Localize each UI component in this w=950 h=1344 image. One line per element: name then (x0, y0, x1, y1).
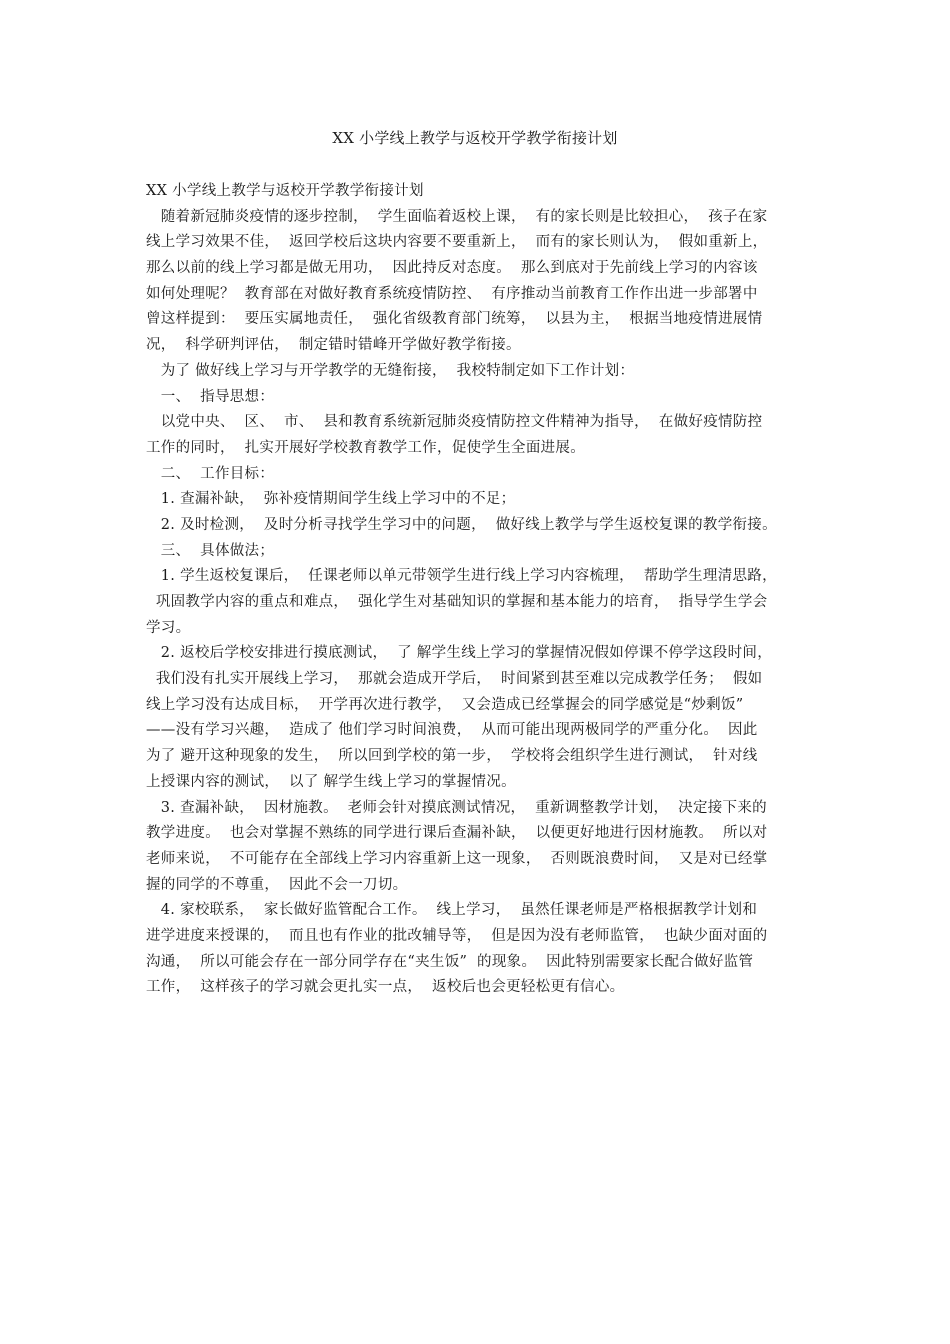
text-line: 上授课内容的测试， 以了 解学生线上学习的掌握情况。 (146, 773, 516, 790)
text-line: 老师来说， 不可能存在全部线上学习内容重新上这一现象， 否则既浪费时间， 又是对已经掌 (146, 850, 768, 867)
text-line: 以党中央、 区、 市、 县和教育系统新冠肺炎疫情防控文件精神为指导， 在做好疫情防控 (146, 414, 763, 431)
list-item: 2. 及时检测， 及时分析寻找学生学习中的问题， 做好线上教学与学生返校复课的教学衔接。 (146, 516, 777, 533)
document-title: XX 小学线上教学与返校开学教学衔接计划 (332, 129, 618, 147)
section-heading: 一、 指导思想： (146, 388, 275, 405)
list-item: 1. 查漏补缺， 弥补疫情期间学生线上学习中的不足； (146, 491, 516, 508)
text-line: 进学进度来授课的， 而且也有作业的批改辅导等， 但是因为没有老师监管， 也缺少面对面的 (146, 927, 768, 944)
text-line: 况， 科学研判评估， 制定错时错峰开学做好教学衔接。 (146, 337, 521, 354)
text-line: 工作的同时， 扎实开展好学校教育教学工作，促使学生全面进展。 (146, 439, 586, 456)
section-heading: 三、 具体做法； (146, 542, 275, 559)
text-line: 学习。 (146, 619, 191, 636)
text-line: 沟通， 所以可能会存在一部分同学存在“夹生饭” 的现象。 因此特别需要家长配合做好监管 (146, 953, 754, 970)
list-item: 3. 查漏补缺， 因材施教。 老师会针对摸底测试情况， 重新调整教学计划， 决定接下来的 (146, 799, 767, 816)
document-body (146, 179, 826, 1001)
text-line: 线上学习效果不佳， 返回学校后这块内容要不要重新上， 而有的家长则认为， 假如重新上， (146, 234, 768, 251)
text-line: 随着新冠肺炎疫情的逐步控制， 学生面临着返校上课， 有的家长则是比较担心， 孩子在家 (146, 208, 768, 225)
text-line: ——没有学习兴趣， 造成了 他们学习时间浪费， 从而可能出现两极同学的严重分化。 因此 (146, 722, 758, 739)
section-heading: 二、 工作目标： (146, 465, 275, 482)
list-item: 4. 家校联系， 家长做好监管配合工作。 线上学习， 虽然任课老师是严格根据教学计划和 (146, 902, 758, 919)
text-line: 为了 做好线上学习与开学教学的无缝衔接， 我校特制定如下工作计划： (146, 362, 635, 379)
text-line: 那么以前的线上学习都是做无用功， 因此持反对态度。 那么到底对于先前线上学习的内容该 (146, 260, 758, 277)
text-line: 曾这样提到： 要压实属地责任， 强化省级教育部门统筹， 以县为主， 根据当地疫情进展情 (146, 311, 763, 328)
list-item: 1. 学生返校复课后， 任课老师以单元带领学生进行线上学习内容梳理， 帮助学生理清思路， (146, 568, 777, 585)
text-line: 为了 避开这种现象的发生， 所以回到学校的第一步， 学校将会组织学生进行测试， 针对线 (146, 748, 758, 765)
body-heading: XX 小学线上教学与返校开学教学衔接计划 (146, 183, 424, 199)
list-item: 2. 返校后学校安排进行摸底测试， 了 解学生线上学习的掌握情况假如停课不停学这段时间， (146, 645, 772, 662)
text-line: 教学进度。 也会对掌握不熟练的同学进行课后查漏补缺， 以便更好地进行因材施教。 所以对 (146, 825, 768, 842)
text-line: 工作， 这样孩子的学习就会更扎实一点， 返校后也会更轻松更有信心。 (146, 979, 625, 996)
text-line: 握的同学的不尊重， 因此不会一刀切。 (146, 876, 408, 893)
text-line: 线上学习没有达成目标， 开学再次进行教学， 又会造成已经掌握会的同学感觉是“炒剩饭” (146, 696, 744, 713)
text-line: 巩固教学内容的重点和难点， 强化学生对基础知识的掌握和基本能力的培育， 指导学生学会 (146, 594, 768, 610)
text-line: 我们没有扎实开展线上学习， 那就会造成开学后， 时间紧到甚至难以完成教学任务； 假如 (146, 671, 763, 688)
text-line: 如何处理呢？ 教育部在对做好教育系统疫情防控、 有序推动当前教育工作作出进一步部署中 (146, 285, 758, 302)
